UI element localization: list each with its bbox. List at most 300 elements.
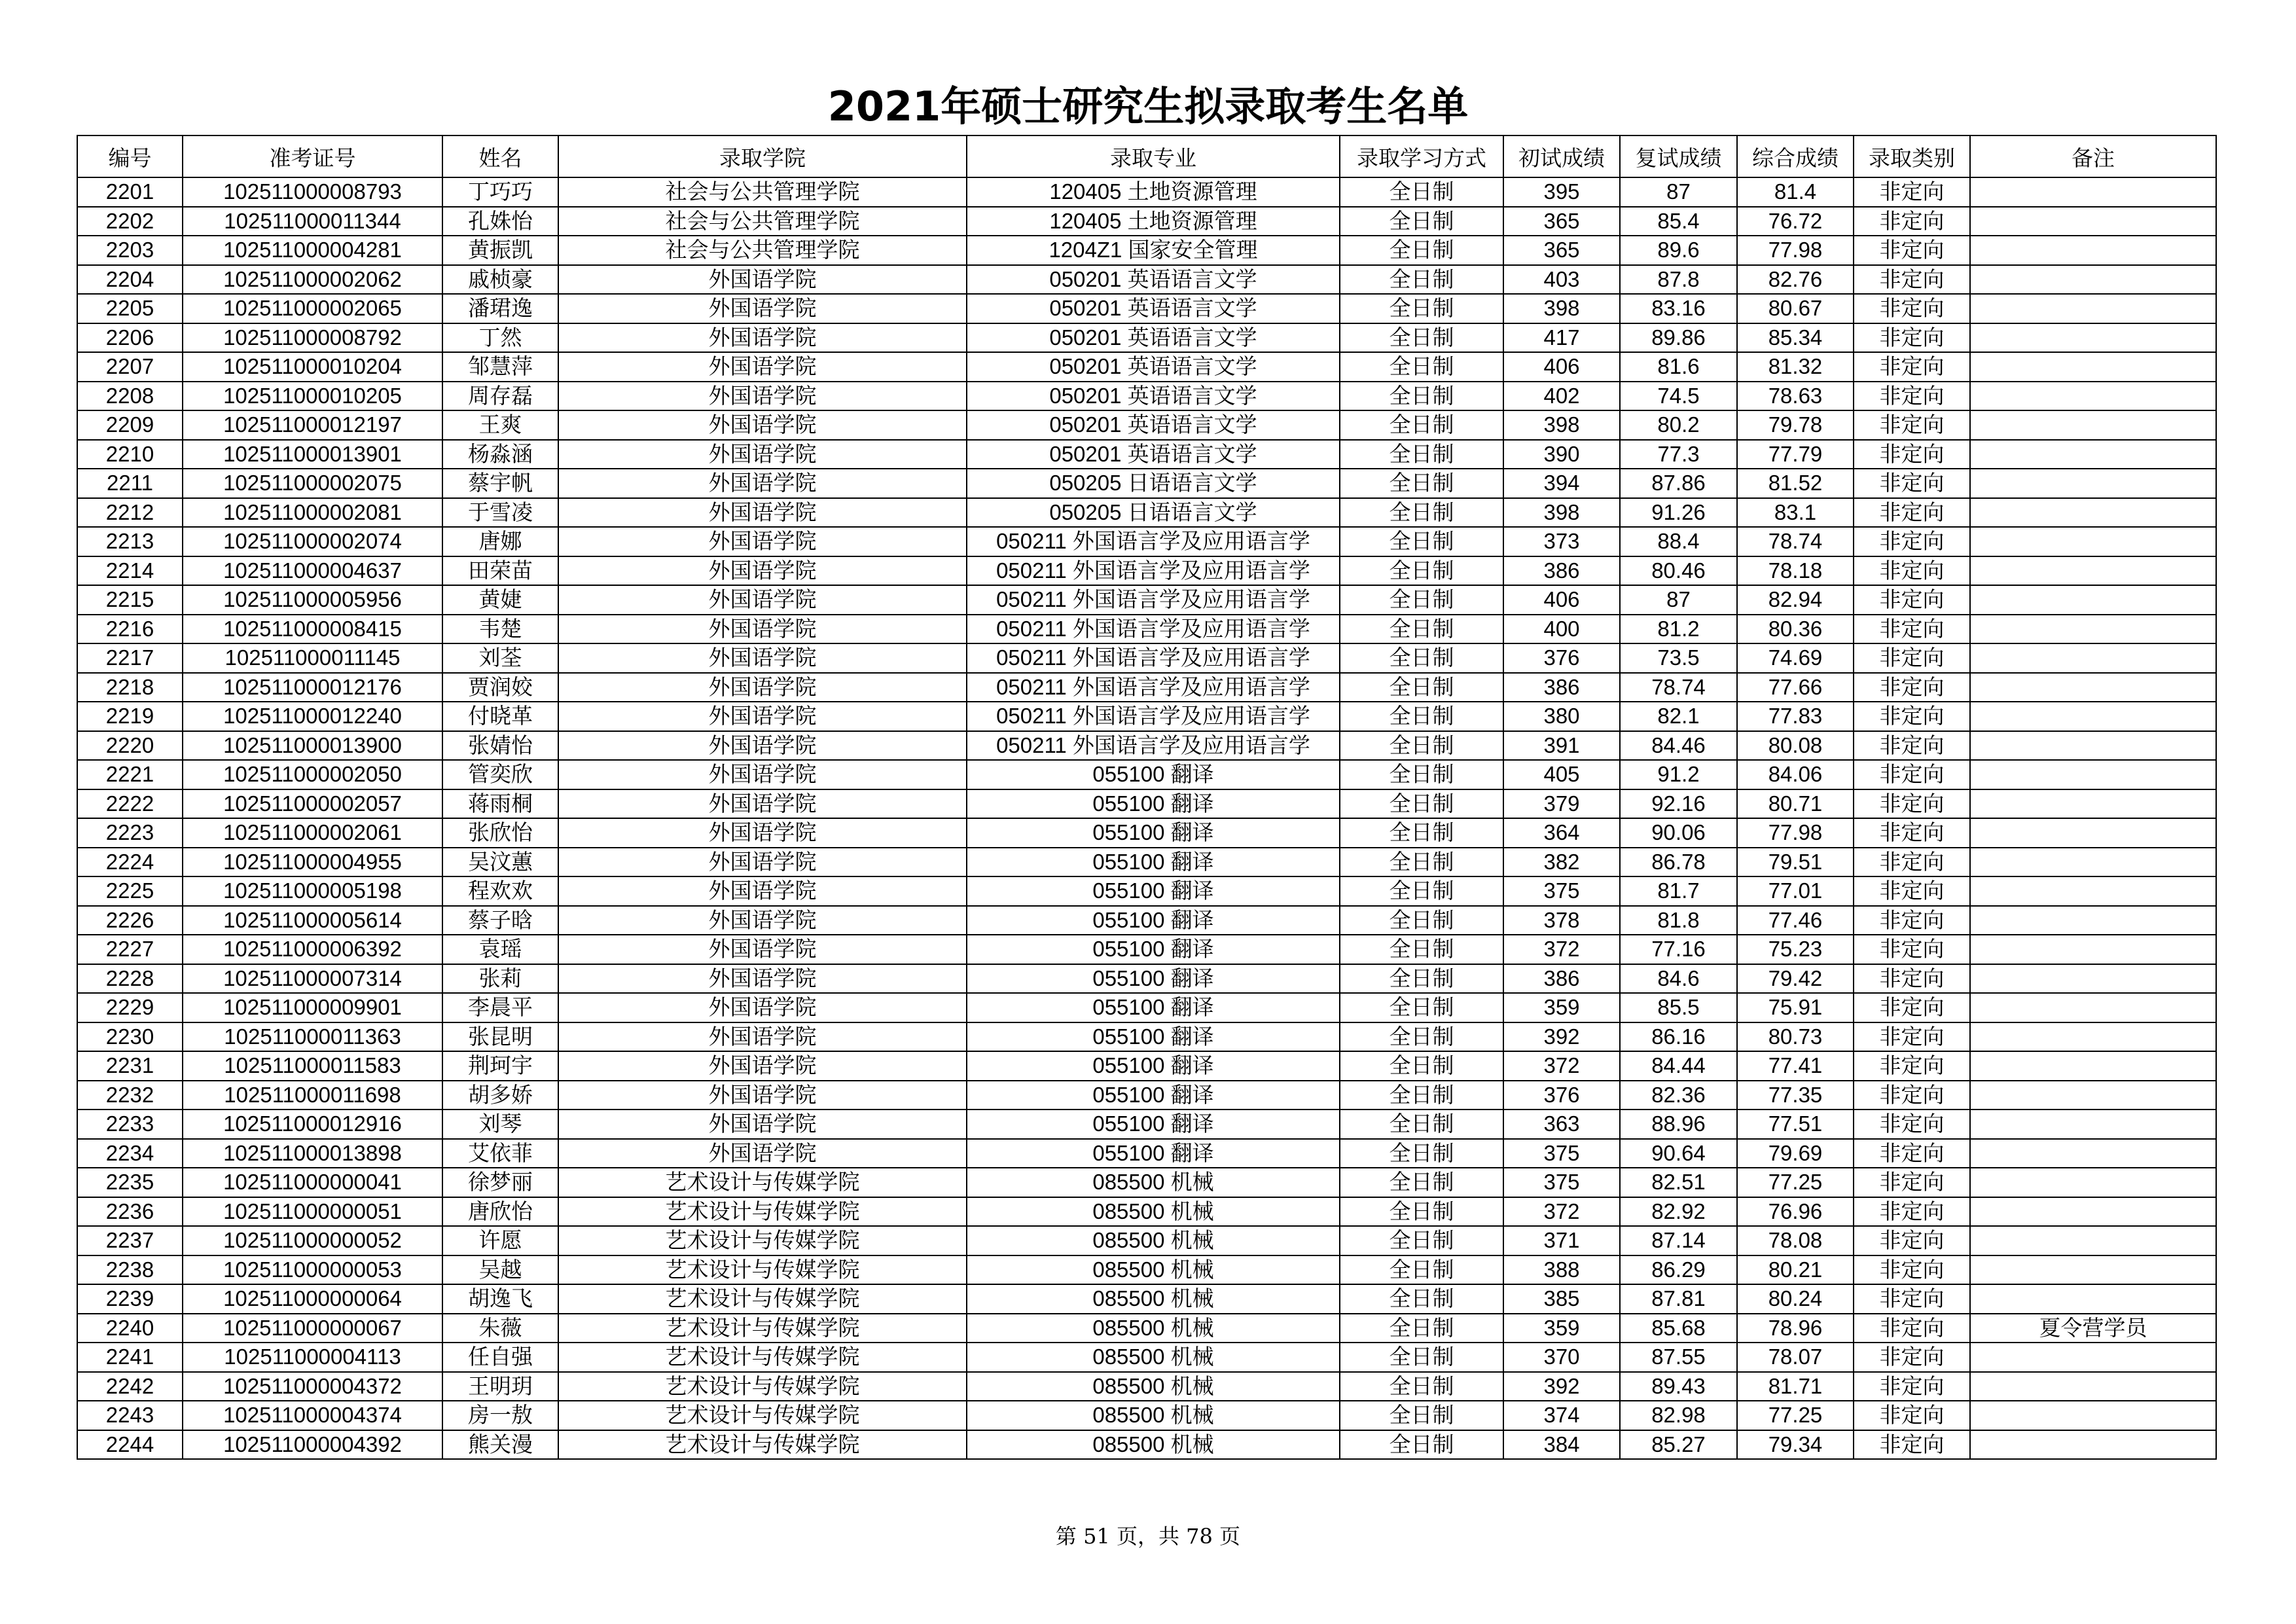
cell-college: 艺术设计与传媒学院 xyxy=(558,1255,967,1285)
cell-college: 外国语学院 xyxy=(558,323,967,353)
cell-exam-id: 102511000002074 xyxy=(183,527,442,556)
cell-total-score: 75.91 xyxy=(1737,993,1854,1022)
table-row xyxy=(77,876,2216,906)
cell-retest-score: 87.86 xyxy=(1620,469,1737,498)
cell-total-score: 81.32 xyxy=(1737,352,1854,382)
cell-exam-id: 102511000011583 xyxy=(183,1051,442,1081)
cell-initial-score: 378 xyxy=(1503,906,1620,935)
cell-name: 张欣怡 xyxy=(442,818,558,848)
cell-initial-score: 400 xyxy=(1503,615,1620,644)
cell-college: 外国语学院 xyxy=(558,673,967,702)
cell-college: 外国语学院 xyxy=(558,1139,967,1168)
document-title: 2021年硕士研究生拟录取考生名单 xyxy=(827,82,1469,130)
cell-study-mode: 全日制 xyxy=(1340,643,1503,673)
table-row xyxy=(77,1314,2216,1343)
cell-initial-score: 382 xyxy=(1503,848,1620,877)
cell-total-score: 77.46 xyxy=(1737,906,1854,935)
cell-remarks xyxy=(1970,323,2216,353)
cell-number: 2221 xyxy=(77,760,183,789)
cell-college: 外国语学院 xyxy=(558,1110,967,1139)
cell-total-score: 78.08 xyxy=(1737,1226,1854,1255)
cell-admission-type: 非定向 xyxy=(1854,906,1970,935)
cell-remarks xyxy=(1970,1139,2216,1168)
cell-admission-type: 非定向 xyxy=(1854,760,1970,789)
cell-admission-type: 非定向 xyxy=(1854,556,1970,586)
cell-exam-id: 102511000007314 xyxy=(183,964,442,994)
cell-retest-score: 86.16 xyxy=(1620,1022,1737,1052)
cell-study-mode: 全日制 xyxy=(1340,410,1503,440)
cell-remarks xyxy=(1970,1255,2216,1285)
cell-name: 张莉 xyxy=(442,964,558,994)
cell-number: 2236 xyxy=(77,1197,183,1227)
cell-remarks xyxy=(1970,702,2216,731)
cell-admission-type: 非定向 xyxy=(1854,1168,1970,1197)
cell-admission-type: 非定向 xyxy=(1854,469,1970,498)
cell-remarks xyxy=(1970,410,2216,440)
cell-study-mode: 全日制 xyxy=(1340,1022,1503,1052)
cell-initial-score: 406 xyxy=(1503,585,1620,615)
cell-remarks: 夏令营学员 xyxy=(1970,1314,2216,1343)
cell-initial-score: 406 xyxy=(1503,352,1620,382)
cell-college: 艺术设计与传媒学院 xyxy=(558,1284,967,1314)
cell-number: 2244 xyxy=(77,1430,183,1460)
cell-study-mode: 全日制 xyxy=(1340,702,1503,731)
cell-admission-type: 非定向 xyxy=(1854,673,1970,702)
cell-admission-type: 非定向 xyxy=(1854,323,1970,353)
cell-remarks xyxy=(1970,964,2216,994)
cell-total-score: 77.25 xyxy=(1737,1168,1854,1197)
cell-exam-id: 102511000002057 xyxy=(183,789,442,819)
cell-exam-id: 102511000000053 xyxy=(183,1255,442,1285)
cell-admission-type: 非定向 xyxy=(1854,410,1970,440)
cell-retest-score: 86.29 xyxy=(1620,1255,1737,1285)
cell-college: 外国语学院 xyxy=(558,527,967,556)
cell-name: 艾依菲 xyxy=(442,1139,558,1168)
cell-major: 050211 外国语言学及应用语言学 xyxy=(967,702,1340,731)
cell-name: 周存磊 xyxy=(442,382,558,411)
cell-major: 085500 机械 xyxy=(967,1343,1340,1372)
cell-exam-id: 102511000008415 xyxy=(183,615,442,644)
cell-name: 于雪凌 xyxy=(442,498,558,528)
cell-study-mode: 全日制 xyxy=(1340,323,1503,353)
cell-admission-type: 非定向 xyxy=(1854,265,1970,295)
cell-retest-score: 89.6 xyxy=(1620,236,1737,265)
cell-retest-score: 81.8 xyxy=(1620,906,1737,935)
cell-study-mode: 全日制 xyxy=(1340,1343,1503,1372)
table-row xyxy=(77,556,2216,586)
cell-college: 外国语学院 xyxy=(558,615,967,644)
cell-name: 蔡宇帆 xyxy=(442,469,558,498)
cell-admission-type: 非定向 xyxy=(1854,1401,1970,1430)
cell-retest-score: 87.55 xyxy=(1620,1343,1737,1372)
cell-number: 2207 xyxy=(77,352,183,382)
cell-number: 2219 xyxy=(77,702,183,731)
cell-exam-id: 102511000000051 xyxy=(183,1197,442,1227)
cell-retest-score: 89.43 xyxy=(1620,1372,1737,1401)
cell-number: 2228 xyxy=(77,964,183,994)
table-row xyxy=(77,498,2216,528)
cell-major: 055100 翻译 xyxy=(967,1022,1340,1052)
cell-exam-id: 102511000002065 xyxy=(183,294,442,323)
cell-total-score: 79.78 xyxy=(1737,410,1854,440)
cell-admission-type: 非定向 xyxy=(1854,848,1970,877)
cell-retest-score: 80.2 xyxy=(1620,410,1737,440)
cell-college: 艺术设计与传媒学院 xyxy=(558,1372,967,1401)
cell-admission-type: 非定向 xyxy=(1854,1255,1970,1285)
cell-name: 丁然 xyxy=(442,323,558,353)
cell-major: 055100 翻译 xyxy=(967,1110,1340,1139)
cell-name: 黄振凯 xyxy=(442,236,558,265)
cell-initial-score: 365 xyxy=(1503,207,1620,236)
cell-number: 2215 xyxy=(77,585,183,615)
cell-college: 外国语学院 xyxy=(558,760,967,789)
cell-retest-score: 82.51 xyxy=(1620,1168,1737,1197)
cell-initial-score: 386 xyxy=(1503,673,1620,702)
cell-name: 刘琴 xyxy=(442,1110,558,1139)
cell-total-score: 78.07 xyxy=(1737,1343,1854,1372)
cell-number: 2235 xyxy=(77,1168,183,1197)
cell-major: 050201 英语语言文学 xyxy=(967,382,1340,411)
cell-remarks xyxy=(1970,1372,2216,1401)
cell-exam-id: 102511000009901 xyxy=(183,993,442,1022)
cell-remarks xyxy=(1970,265,2216,295)
cell-major: 050211 外国语言学及应用语言学 xyxy=(967,643,1340,673)
cell-major: 055100 翻译 xyxy=(967,848,1340,877)
cell-college: 艺术设计与传媒学院 xyxy=(558,1168,967,1197)
cell-retest-score: 87.14 xyxy=(1620,1226,1737,1255)
cell-initial-score: 364 xyxy=(1503,818,1620,848)
cell-initial-score: 372 xyxy=(1503,1197,1620,1227)
cell-name: 唐娜 xyxy=(442,527,558,556)
cell-major: 050211 外国语言学及应用语言学 xyxy=(967,556,1340,586)
cell-initial-score: 373 xyxy=(1503,527,1620,556)
table-row xyxy=(77,818,2216,848)
cell-retest-score: 91.2 xyxy=(1620,760,1737,789)
cell-major: 055100 翻译 xyxy=(967,964,1340,994)
cell-initial-score: 385 xyxy=(1503,1284,1620,1314)
cell-study-mode: 全日制 xyxy=(1340,207,1503,236)
cell-major: 050201 英语语言文学 xyxy=(967,352,1340,382)
table-row xyxy=(77,207,2216,236)
cell-number: 2227 xyxy=(77,935,183,964)
cell-total-score: 77.35 xyxy=(1737,1081,1854,1110)
cell-exam-id: 102511000004392 xyxy=(183,1430,442,1460)
cell-remarks xyxy=(1970,382,2216,411)
cell-initial-score: 403 xyxy=(1503,265,1620,295)
cell-study-mode: 全日制 xyxy=(1340,585,1503,615)
table-row xyxy=(77,1110,2216,1139)
cell-remarks xyxy=(1970,1168,2216,1197)
cell-total-score: 77.79 xyxy=(1737,440,1854,469)
cell-remarks xyxy=(1970,527,2216,556)
cell-total-score: 79.42 xyxy=(1737,964,1854,994)
cell-admission-type: 非定向 xyxy=(1854,352,1970,382)
table-row xyxy=(77,643,2216,673)
cell-total-score: 78.96 xyxy=(1737,1314,1854,1343)
cell-initial-score: 388 xyxy=(1503,1255,1620,1285)
cell-admission-type: 非定向 xyxy=(1854,993,1970,1022)
cell-admission-type: 非定向 xyxy=(1854,1197,1970,1227)
table-row xyxy=(77,410,2216,440)
cell-exam-id: 102511000002062 xyxy=(183,265,442,295)
cell-study-mode: 全日制 xyxy=(1340,1255,1503,1285)
cell-remarks xyxy=(1970,848,2216,877)
cell-initial-score: 380 xyxy=(1503,702,1620,731)
cell-major: 050211 外国语言学及应用语言学 xyxy=(967,615,1340,644)
cell-number: 2208 xyxy=(77,382,183,411)
table-row xyxy=(77,760,2216,789)
col-header-study-mode: 录取学习方式 xyxy=(1340,135,1503,177)
cell-name: 朱薇 xyxy=(442,1314,558,1343)
cell-major: 055100 翻译 xyxy=(967,1139,1340,1168)
cell-exam-id: 102511000008792 xyxy=(183,323,442,353)
cell-major: 050211 外国语言学及应用语言学 xyxy=(967,585,1340,615)
table-row xyxy=(77,1197,2216,1227)
cell-exam-id: 102511000012176 xyxy=(183,673,442,702)
cell-college: 艺术设计与传媒学院 xyxy=(558,1197,967,1227)
cell-number: 2243 xyxy=(77,1401,183,1430)
cell-remarks xyxy=(1970,1197,2216,1227)
cell-admission-type: 非定向 xyxy=(1854,1430,1970,1460)
cell-number: 2214 xyxy=(77,556,183,586)
cell-total-score: 77.25 xyxy=(1737,1401,1854,1430)
cell-college: 外国语学院 xyxy=(558,1022,967,1052)
cell-admission-type: 非定向 xyxy=(1854,731,1970,761)
cell-exam-id: 102511000012197 xyxy=(183,410,442,440)
cell-admission-type: 非定向 xyxy=(1854,382,1970,411)
cell-study-mode: 全日制 xyxy=(1340,440,1503,469)
cell-total-score: 79.34 xyxy=(1737,1430,1854,1460)
cell-initial-score: 398 xyxy=(1503,410,1620,440)
cell-name: 潘珺逸 xyxy=(442,294,558,323)
cell-remarks xyxy=(1970,993,2216,1022)
cell-initial-score: 402 xyxy=(1503,382,1620,411)
cell-name: 程欢欢 xyxy=(442,876,558,906)
cell-number: 2210 xyxy=(77,440,183,469)
cell-name: 杨淼涵 xyxy=(442,440,558,469)
cell-admission-type: 非定向 xyxy=(1854,207,1970,236)
cell-initial-score: 398 xyxy=(1503,498,1620,528)
cell-retest-score: 81.7 xyxy=(1620,876,1737,906)
cell-number: 2220 xyxy=(77,731,183,761)
cell-exam-id: 102511000011344 xyxy=(183,207,442,236)
cell-admission-type: 非定向 xyxy=(1854,876,1970,906)
cell-total-score: 79.69 xyxy=(1737,1139,1854,1168)
cell-name: 戚桢豪 xyxy=(442,265,558,295)
cell-initial-score: 374 xyxy=(1503,1401,1620,1430)
cell-study-mode: 全日制 xyxy=(1340,1372,1503,1401)
table-row xyxy=(77,236,2216,265)
col-header-college: 录取学院 xyxy=(558,135,967,177)
cell-admission-type: 非定向 xyxy=(1854,1226,1970,1255)
cell-exam-id: 102511000000041 xyxy=(183,1168,442,1197)
cell-college: 外国语学院 xyxy=(558,789,967,819)
cell-exam-id: 102511000011145 xyxy=(183,643,442,673)
cell-admission-type: 非定向 xyxy=(1854,1051,1970,1081)
cell-exam-id: 102511000005956 xyxy=(183,585,442,615)
cell-exam-id: 102511000004113 xyxy=(183,1343,442,1372)
cell-retest-score: 82.92 xyxy=(1620,1197,1737,1227)
table-row xyxy=(77,673,2216,702)
cell-admission-type: 非定向 xyxy=(1854,236,1970,265)
cell-admission-type: 非定向 xyxy=(1854,964,1970,994)
cell-admission-type: 非定向 xyxy=(1854,177,1970,207)
cell-name: 邹慧萍 xyxy=(442,352,558,382)
cell-exam-id: 102511000012240 xyxy=(183,702,442,731)
cell-initial-score: 379 xyxy=(1503,789,1620,819)
cell-initial-score: 398 xyxy=(1503,294,1620,323)
cell-retest-score: 81.6 xyxy=(1620,352,1737,382)
cell-admission-type: 非定向 xyxy=(1854,1110,1970,1139)
cell-total-score: 78.18 xyxy=(1737,556,1854,586)
table-row xyxy=(77,1139,2216,1168)
cell-exam-id: 102511000006392 xyxy=(183,935,442,964)
cell-retest-score: 87.8 xyxy=(1620,265,1737,295)
cell-study-mode: 全日制 xyxy=(1340,1197,1503,1227)
cell-admission-type: 非定向 xyxy=(1854,1372,1970,1401)
cell-name: 管奕欣 xyxy=(442,760,558,789)
cell-exam-id: 102511000004955 xyxy=(183,848,442,877)
cell-total-score: 81.71 xyxy=(1737,1372,1854,1401)
cell-initial-score: 390 xyxy=(1503,440,1620,469)
cell-college: 外国语学院 xyxy=(558,848,967,877)
cell-total-score: 78.74 xyxy=(1737,527,1854,556)
cell-total-score: 82.76 xyxy=(1737,265,1854,295)
table-row xyxy=(77,1022,2216,1052)
cell-remarks xyxy=(1970,643,2216,673)
cell-study-mode: 全日制 xyxy=(1340,906,1503,935)
cell-retest-score: 77.3 xyxy=(1620,440,1737,469)
table-row xyxy=(77,469,2216,498)
cell-total-score: 76.96 xyxy=(1737,1197,1854,1227)
col-header-retest-score: 复试成绩 xyxy=(1620,135,1737,177)
cell-admission-type: 非定向 xyxy=(1854,585,1970,615)
table-row xyxy=(77,265,2216,295)
cell-retest-score: 74.5 xyxy=(1620,382,1737,411)
cell-number: 2201 xyxy=(77,177,183,207)
cell-initial-score: 375 xyxy=(1503,876,1620,906)
cell-study-mode: 全日制 xyxy=(1340,993,1503,1022)
cell-major: 050211 外国语言学及应用语言学 xyxy=(967,731,1340,761)
cell-college: 外国语学院 xyxy=(558,702,967,731)
cell-major: 085500 机械 xyxy=(967,1226,1340,1255)
cell-retest-score: 90.06 xyxy=(1620,818,1737,848)
cell-name: 熊关漫 xyxy=(442,1430,558,1460)
col-header-name: 姓名 xyxy=(442,135,558,177)
cell-study-mode: 全日制 xyxy=(1340,1314,1503,1343)
cell-name: 韦楚 xyxy=(442,615,558,644)
cell-exam-id: 102511000002061 xyxy=(183,818,442,848)
cell-initial-score: 405 xyxy=(1503,760,1620,789)
cell-total-score: 83.1 xyxy=(1737,498,1854,528)
cell-remarks xyxy=(1970,498,2216,528)
cell-exam-id: 102511000000067 xyxy=(183,1314,442,1343)
cell-initial-score: 386 xyxy=(1503,964,1620,994)
cell-study-mode: 全日制 xyxy=(1340,1168,1503,1197)
cell-major: 050201 英语语言文学 xyxy=(967,265,1340,295)
cell-exam-id: 102511000013900 xyxy=(183,731,442,761)
cell-remarks xyxy=(1970,1343,2216,1372)
cell-initial-score: 417 xyxy=(1503,323,1620,353)
cell-remarks xyxy=(1970,1110,2216,1139)
cell-study-mode: 全日制 xyxy=(1340,789,1503,819)
cell-college: 社会与公共管理学院 xyxy=(558,207,967,236)
table-row xyxy=(77,702,2216,731)
cell-total-score: 80.21 xyxy=(1737,1255,1854,1285)
cell-major: 055100 翻译 xyxy=(967,1081,1340,1110)
cell-number: 2226 xyxy=(77,906,183,935)
cell-admission-type: 非定向 xyxy=(1854,527,1970,556)
cell-initial-score: 392 xyxy=(1503,1372,1620,1401)
cell-retest-score: 85.68 xyxy=(1620,1314,1737,1343)
cell-exam-id: 102511000004637 xyxy=(183,556,442,586)
cell-number: 2217 xyxy=(77,643,183,673)
cell-study-mode: 全日制 xyxy=(1340,818,1503,848)
cell-college: 外国语学院 xyxy=(558,498,967,528)
cell-college: 艺术设计与传媒学院 xyxy=(558,1401,967,1430)
cell-college: 外国语学院 xyxy=(558,993,967,1022)
col-header-number: 编号 xyxy=(77,135,183,177)
cell-name: 袁瑶 xyxy=(442,935,558,964)
cell-remarks xyxy=(1970,440,2216,469)
cell-number: 2216 xyxy=(77,615,183,644)
cell-initial-score: 376 xyxy=(1503,643,1620,673)
cell-college: 外国语学院 xyxy=(558,585,967,615)
cell-name: 吴越 xyxy=(442,1255,558,1285)
cell-major: 055100 翻译 xyxy=(967,789,1340,819)
cell-number: 2205 xyxy=(77,294,183,323)
cell-major: 050201 英语语言文学 xyxy=(967,440,1340,469)
cell-college: 外国语学院 xyxy=(558,556,967,586)
cell-major: 085500 机械 xyxy=(967,1430,1340,1460)
cell-retest-score: 78.74 xyxy=(1620,673,1737,702)
cell-college: 外国语学院 xyxy=(558,1051,967,1081)
cell-admission-type: 非定向 xyxy=(1854,1284,1970,1314)
cell-admission-type: 非定向 xyxy=(1854,702,1970,731)
cell-college: 外国语学院 xyxy=(558,876,967,906)
cell-number: 2237 xyxy=(77,1226,183,1255)
cell-total-score: 77.51 xyxy=(1737,1110,1854,1139)
cell-name: 胡逸飞 xyxy=(442,1284,558,1314)
col-header-initial-score: 初试成绩 xyxy=(1503,135,1620,177)
cell-number: 2229 xyxy=(77,993,183,1022)
cell-major: 085500 机械 xyxy=(967,1372,1340,1401)
table-row xyxy=(77,1430,2216,1460)
cell-initial-score: 372 xyxy=(1503,1051,1620,1081)
cell-major: 050201 英语语言文学 xyxy=(967,410,1340,440)
cell-admission-type: 非定向 xyxy=(1854,1081,1970,1110)
cell-study-mode: 全日制 xyxy=(1340,1226,1503,1255)
cell-major: 050211 外国语言学及应用语言学 xyxy=(967,673,1340,702)
cell-college: 外国语学院 xyxy=(558,382,967,411)
cell-study-mode: 全日制 xyxy=(1340,382,1503,411)
cell-total-score: 78.63 xyxy=(1737,382,1854,411)
table-row xyxy=(77,177,2216,207)
cell-college: 外国语学院 xyxy=(558,265,967,295)
cell-total-score: 74.69 xyxy=(1737,643,1854,673)
cell-initial-score: 391 xyxy=(1503,731,1620,761)
cell-remarks xyxy=(1970,731,2216,761)
cell-admission-type: 非定向 xyxy=(1854,498,1970,528)
cell-retest-score: 87 xyxy=(1620,177,1737,207)
cell-name: 徐梦丽 xyxy=(442,1168,558,1197)
cell-exam-id: 102511000008793 xyxy=(183,177,442,207)
cell-study-mode: 全日制 xyxy=(1340,265,1503,295)
cell-major: 120405 土地资源管理 xyxy=(967,177,1340,207)
cell-college: 艺术设计与传媒学院 xyxy=(558,1226,967,1255)
cell-remarks xyxy=(1970,1081,2216,1110)
cell-remarks xyxy=(1970,615,2216,644)
